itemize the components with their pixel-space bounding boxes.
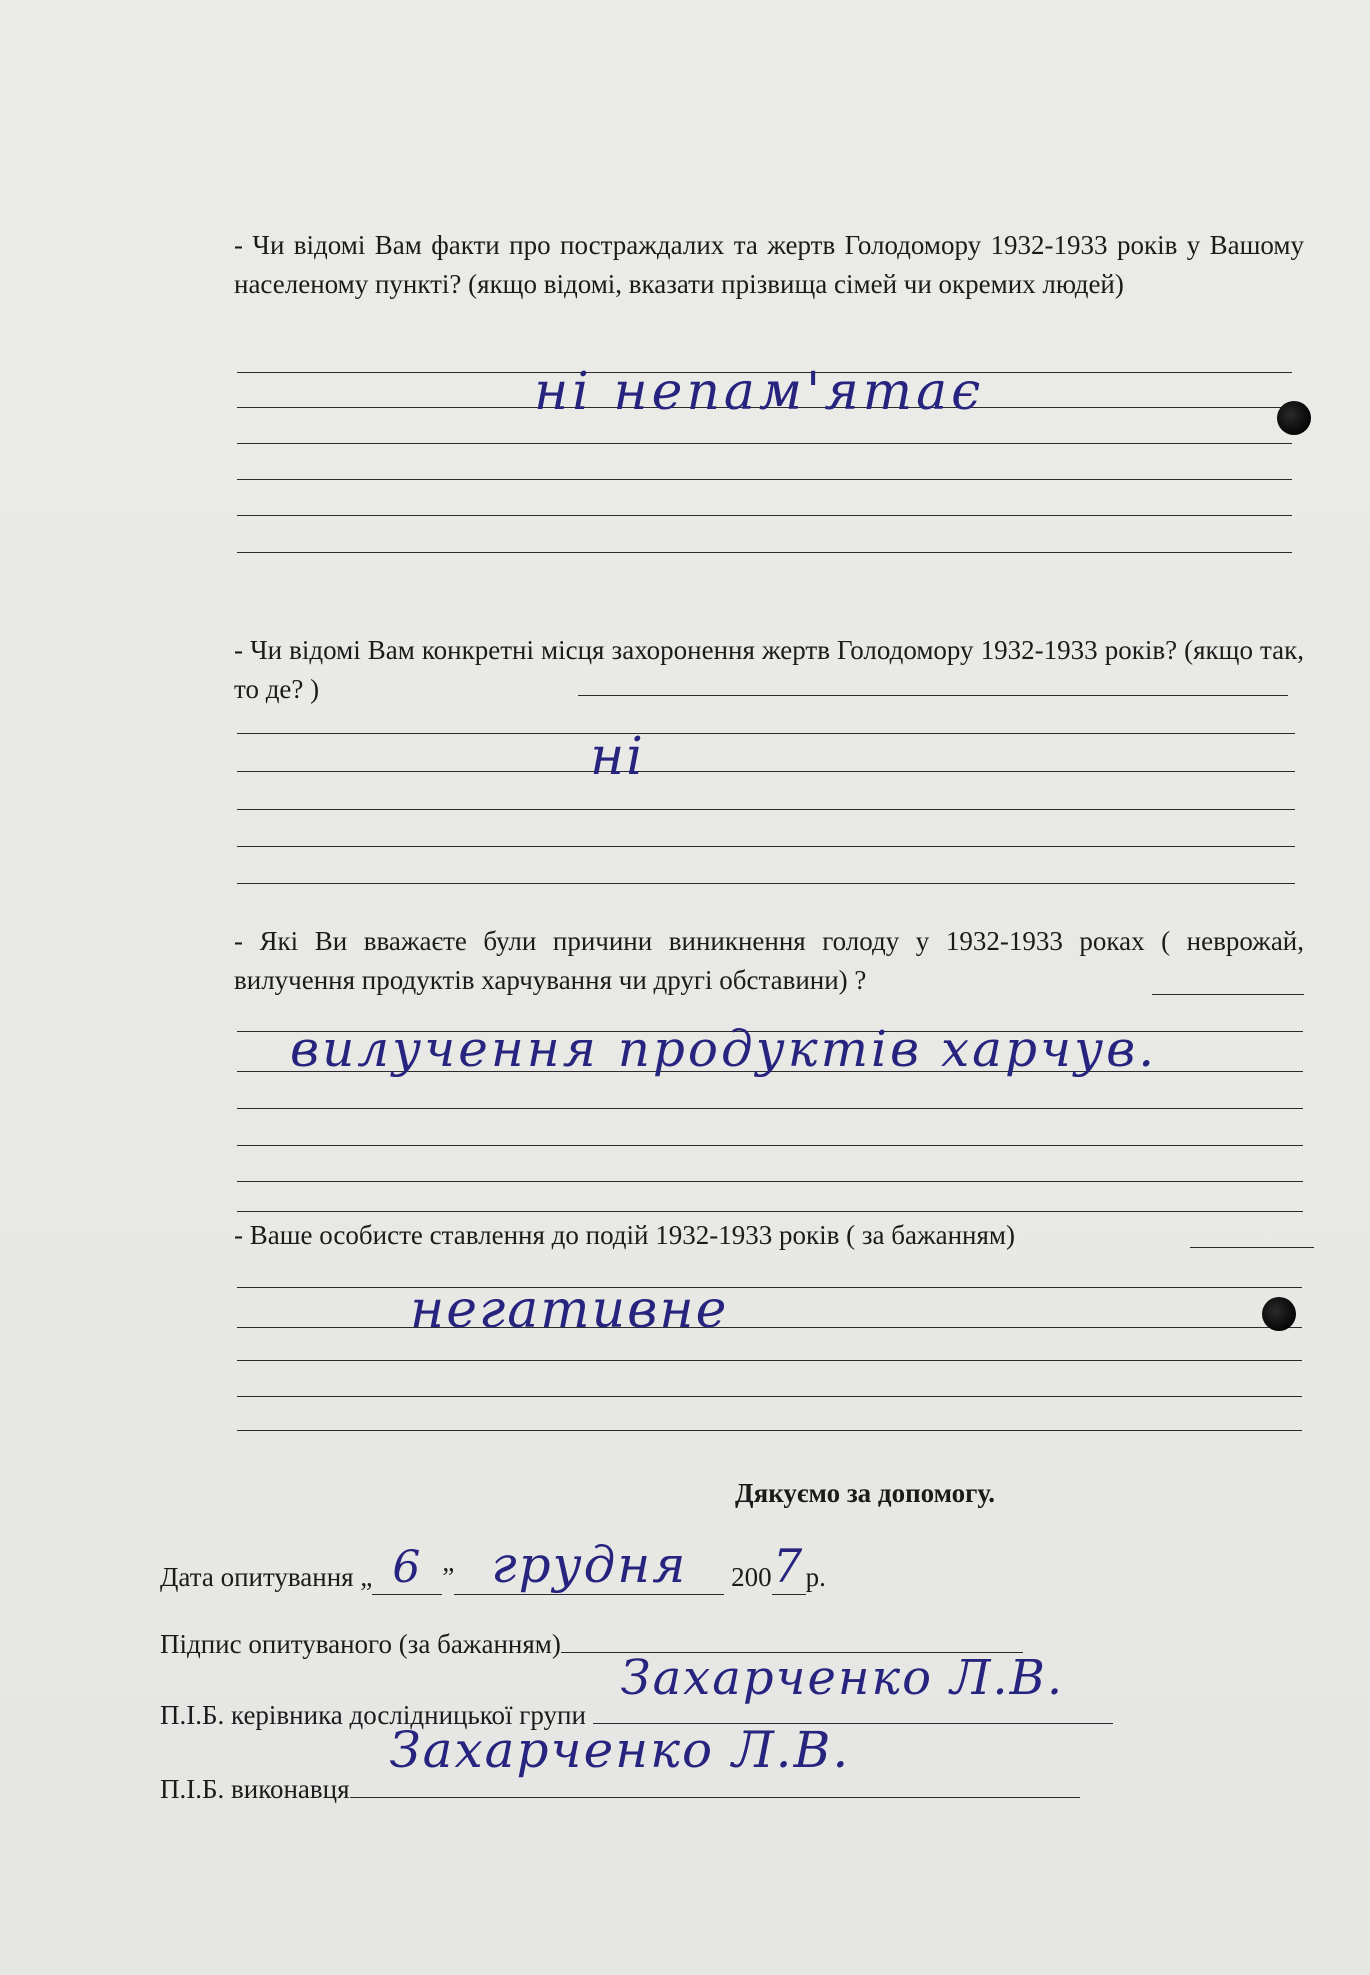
answer-2-handwritten: ні <box>590 727 645 787</box>
answer-line <box>237 771 1295 772</box>
survey-year-field <box>772 1539 806 1595</box>
answer-line <box>237 443 1292 444</box>
survey-month-handwritten: грудня <box>491 1536 688 1594</box>
answer-line <box>237 733 1295 734</box>
answer-line <box>237 809 1295 810</box>
answer-line <box>237 515 1292 516</box>
survey-year-suffix: р. <box>805 1562 826 1592</box>
answer-line <box>237 1211 1303 1212</box>
answer-line <box>1152 994 1304 995</box>
answer-1-handwritten: ні непам'ятає <box>534 362 985 422</box>
executor-row <box>160 1721 1080 1806</box>
respondent-signature-label: Підпис опитуваного (за бажанням) <box>160 1629 561 1659</box>
answer-line <box>237 883 1295 884</box>
survey-date-label: Дата опитування <box>160 1562 354 1592</box>
answer-line <box>237 1430 1302 1431</box>
answer-line <box>237 1108 1303 1109</box>
thanks-heading: Дякуємо за допомогу. <box>735 1478 995 1508</box>
punch-hole <box>1277 401 1311 435</box>
survey-day-field <box>372 1542 442 1595</box>
answer-line <box>237 1145 1303 1146</box>
answer-line <box>1190 1247 1314 1248</box>
executor-label: П.І.Б. виконавця <box>160 1774 350 1804</box>
answer-3-handwritten: вилучення продуктів харчув. <box>290 1020 1158 1078</box>
answer-line <box>237 846 1295 847</box>
answer-line <box>237 479 1292 480</box>
group-leader-handwritten: Захарченко Л.В. <box>620 1650 1065 1706</box>
survey-year-handwritten: 7 <box>772 1539 805 1593</box>
survey-date-row <box>160 1536 826 1595</box>
question-3-text: - Які Ви вважаєте були причини виникнення голоду у 1932-1933 роках ( неврожай, вилучення продуктів харчування чи другі обставини) ? <box>234 926 1304 995</box>
survey-year-prefix: 200 <box>731 1562 772 1592</box>
executor-field <box>350 1721 1080 1798</box>
answer-line <box>237 1287 1302 1288</box>
answer-4-handwritten: негативне <box>410 1280 729 1340</box>
answer-line <box>578 695 1288 696</box>
answer-line <box>237 552 1292 553</box>
answer-line <box>237 1181 1303 1182</box>
question-2-text: - Чи відомі Вам конкретні місця захоронення жертв Голодомору 1932-1933 років? (якщо так, то де? ) <box>234 635 1304 704</box>
quote-close: ” <box>442 1562 455 1592</box>
survey-day-handwritten: 6 <box>392 1542 423 1593</box>
answer-line <box>237 1327 1302 1328</box>
group-leader-label: П.І.Б. керівника дослідницької групи <box>160 1700 586 1730</box>
survey-month-field <box>454 1536 724 1595</box>
quote-open: „ <box>360 1562 373 1592</box>
question-4-text: - Ваше особисте ставлення до подій 1932-1933 років ( за бажанням) <box>234 1220 1015 1250</box>
question-1-text: - Чи відомі Вам факти про постраждалих та жертв Голодомору 1932-1933 років у Вашому населеному пункті? (якщо відомі, вказати прізвища сімей чи окремих людей) <box>234 230 1304 299</box>
answer-line <box>237 1360 1302 1361</box>
answer-line <box>237 1396 1302 1397</box>
punch-hole <box>1262 1297 1296 1331</box>
executor-handwritten: Захарченко Л.В. <box>389 1721 851 1779</box>
